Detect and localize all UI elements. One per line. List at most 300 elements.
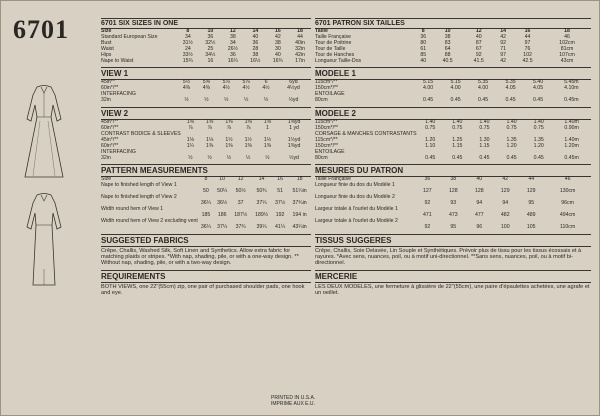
table-cell: 37¼ xyxy=(217,223,228,230)
row-label: Largeur totale à l'ourlet du Modèle 2 xyxy=(315,217,398,224)
table-cell: 5.35 xyxy=(478,79,489,86)
table-cell: 5½ xyxy=(182,79,191,86)
table-cell: 92 xyxy=(500,39,507,46)
table-row xyxy=(315,225,591,231)
table-cell: 1.40 xyxy=(506,119,517,126)
table-cell: 0.45 xyxy=(533,154,544,161)
table-cell: 1.15 xyxy=(479,142,490,149)
table-cell: 38 xyxy=(274,39,281,46)
table-cell: 36¼ xyxy=(200,223,211,230)
row-label: 150cm*/** xyxy=(315,142,339,149)
table-cell: 16¾ xyxy=(272,57,283,64)
table-cell: ½ xyxy=(246,154,251,161)
row-label: Nape to finished length of View 1 xyxy=(101,182,177,189)
table-cell: 38 xyxy=(450,176,457,183)
table-cell: 5.45m xyxy=(564,79,579,86)
table-cell: 1.40 xyxy=(479,119,490,126)
table-cell: 4.00 xyxy=(478,85,489,92)
table-cell: 37¾ xyxy=(235,223,246,230)
tissus-text: Crêpe, Challis, Soie Delavée, Lin Souple et Synthétiques. Prévoir plus de tissu pour les tissus écossais et à rayures. *Avec sens, nuances, poil, ou à motif uni-directionnel. **Sans sens, nuances, poil, ou à motif bi-directionnel. xyxy=(315,247,582,267)
table-cell: 1⅜ xyxy=(206,119,214,126)
header-cell: 10 xyxy=(444,28,451,34)
table-cell: 0.45 xyxy=(450,97,461,104)
table-cell: 44 xyxy=(524,33,531,40)
row-label: Taille Française xyxy=(315,176,352,183)
size-title: 6701 SIX SIZES IN ONE xyxy=(101,18,311,29)
row-label: 60in*/** xyxy=(101,142,119,149)
row-label: Bust xyxy=(101,39,112,46)
row-label: Tour de Poitrine xyxy=(315,39,352,46)
table-cell: 88 xyxy=(444,51,451,58)
table-cell: 1.40m xyxy=(564,119,579,126)
table-cell: 5.15 xyxy=(423,79,434,86)
view1-dress-sketch xyxy=(15,81,73,181)
table-cell: ½ xyxy=(204,97,209,104)
table-cell: 16 xyxy=(207,57,214,64)
table-cell: ½ xyxy=(207,154,212,161)
table-cell: 130cm xyxy=(559,188,576,195)
table-cell: 61 xyxy=(420,45,427,52)
row-label: 32in xyxy=(101,97,111,104)
table-cell: 0.45 xyxy=(425,154,436,161)
table-row xyxy=(101,59,311,65)
table-cell: 34 xyxy=(229,39,236,46)
table-cell: 4½ xyxy=(262,85,270,92)
table-cell: 0.45m xyxy=(564,97,579,104)
table-cell: 80 xyxy=(420,39,427,46)
requirements-title: REQUIREMENTS xyxy=(101,270,311,283)
table-cell: 37¼ xyxy=(256,200,267,207)
table-cell: 97 xyxy=(500,51,507,58)
row-label: 45in*/** xyxy=(101,136,119,143)
row-label: 150cm*/** xyxy=(315,85,339,92)
header-cell: 12 xyxy=(475,28,482,34)
table-cell: 71 xyxy=(500,45,507,52)
mesures-table xyxy=(315,177,591,230)
table-cell: 187½ xyxy=(234,211,248,218)
table-cell: 129 xyxy=(500,188,510,195)
table-cell: 36½ xyxy=(217,200,228,207)
table-cell: 1½ xyxy=(263,136,272,143)
table-cell: 42.5 xyxy=(522,57,533,64)
table-row xyxy=(101,98,311,104)
row-label xyxy=(101,225,198,231)
table-cell: 185 xyxy=(201,211,211,218)
table-cell: 1⅜ xyxy=(263,142,272,149)
table-cell: 36 xyxy=(207,33,214,40)
table-cell: 42in xyxy=(295,51,305,58)
table-cell: ½ xyxy=(243,97,249,104)
view2-dress-sketch xyxy=(15,189,73,289)
row-label: Longueur finie du dos du Modèle 1 xyxy=(315,182,395,189)
requirements-text: BOTH VIEWS, one 22"(55cm) zip, one pair of purchased shoulder pads, one hook and eye. xyxy=(101,283,305,297)
row-label: 115cm*/** xyxy=(315,119,338,126)
measurements-title: PATTERN MEASUREMENTS xyxy=(101,164,311,177)
table-cell: 4⅜ xyxy=(202,85,211,92)
table-cell: 5.40 xyxy=(532,79,544,86)
table-cell: 128 xyxy=(474,188,484,195)
header-cell: 14 xyxy=(252,28,259,34)
table-cell: 64 xyxy=(444,45,451,52)
table-cell: ½ xyxy=(263,97,269,104)
table-cell: 0.75 xyxy=(533,124,544,131)
mesures-title: MESURES DU PATRON xyxy=(315,164,591,177)
table-cell: 33½ xyxy=(182,51,193,58)
table-cell: 1½ xyxy=(225,136,233,143)
header-cell: 18 xyxy=(564,28,570,34)
table-cell: 96cm xyxy=(561,200,574,207)
row-label: CORSAGE & MANCHES CONTRASTANTS xyxy=(315,130,417,137)
table-cell: 93 xyxy=(450,200,457,207)
table-cell: 8 xyxy=(204,176,208,183)
table-cell: 0.45m xyxy=(564,154,579,161)
row-label: 60in*/** xyxy=(101,124,119,131)
table-cell: ½yd xyxy=(289,154,299,161)
table-cell: 28 xyxy=(252,45,259,52)
mercerie-title: MERCERIE xyxy=(315,270,591,283)
table-cell: 4½yd xyxy=(287,85,300,92)
table-cell: 12 xyxy=(237,176,244,183)
row-label: ENTOILAGE xyxy=(315,91,345,98)
table-cell: 1.25 xyxy=(452,136,463,143)
table-cell: 1.20m xyxy=(564,142,579,149)
table-cell: 128 xyxy=(448,188,458,195)
table-cell: 85 xyxy=(420,51,427,58)
table-row xyxy=(315,98,591,104)
row-label: 80cm xyxy=(315,154,328,161)
table-cell: 50¾ xyxy=(256,188,267,195)
table-cell: 32in xyxy=(295,45,305,52)
table-cell: 192 xyxy=(275,211,285,218)
table-cell: 32½ xyxy=(205,39,216,46)
fabrics-text: Crêpe, Challis, Washed Silk, Soft Linen and Synthetics. Allow extra fabric for matching plaids or stripes. *With nap, shading, pile, or with a one-way design. ** Without nap, shading, pile, or with a two-way design. xyxy=(101,247,299,267)
mercerie-text: LES DEUX MODELES, une fermeture à glissière de 22"(55cm), une paire d'épaulettes achetées, une agrafe et un oeillet. xyxy=(315,283,590,297)
table-cell: 473 xyxy=(448,211,458,218)
table-cell: 14 xyxy=(258,176,265,183)
modele1-title: MODELE 1 xyxy=(315,67,591,80)
table-cell: 1⅜ xyxy=(244,142,252,149)
table-cell: 5⅝ xyxy=(202,79,211,86)
row-label: Size xyxy=(101,176,112,183)
row-label: INTERFACING xyxy=(101,91,136,98)
table-cell: 4.05 xyxy=(505,85,516,92)
table-cell: 4.00 xyxy=(423,85,434,92)
table-cell: 0.45 xyxy=(478,97,489,104)
table-cell: 94 xyxy=(502,200,509,207)
view1-title: VIEW 1 xyxy=(101,67,311,80)
view1-table xyxy=(101,80,311,104)
table-cell: 4.10m xyxy=(564,85,579,92)
table-cell: 1 yd xyxy=(289,124,299,131)
row-label: Largeur totale à l'ourlet du Modèle 1 xyxy=(315,205,398,212)
table-cell: 494cm xyxy=(559,211,576,218)
table-cell: 1⅝ xyxy=(263,119,272,126)
row-label: ENTOILAGE xyxy=(315,148,345,155)
table-cell: 51¼in xyxy=(292,188,307,195)
table-cell: 25 xyxy=(207,45,214,52)
table-cell: 31½ xyxy=(182,39,193,46)
table-cell: 50½ xyxy=(235,188,246,195)
table-cell: 0.90m xyxy=(564,124,579,131)
table-cell: 1.20 xyxy=(506,142,517,149)
table-cell: 81cm xyxy=(560,45,574,52)
table-cell: 42 xyxy=(500,57,507,64)
table-row xyxy=(101,156,311,162)
table-cell: 1.30 xyxy=(479,136,490,143)
row-label: 115cm*/** xyxy=(315,79,338,86)
header-cell: 10 xyxy=(207,28,214,34)
table-cell: 107cm xyxy=(559,51,575,58)
table-cell: 129 xyxy=(526,188,536,195)
table-cell: 0.45 xyxy=(423,97,434,104)
table-cell: ½ xyxy=(265,154,270,161)
row-label: Width round hem of View 2 excluding vent xyxy=(101,217,198,224)
table-cell: 40in xyxy=(295,39,305,46)
table-cell: 34½ xyxy=(205,51,216,58)
tissus-title: TISSUS SUGGERES xyxy=(315,234,591,247)
table-cell: 92 xyxy=(424,223,431,230)
row-label: Longueur Taille-Dos xyxy=(315,57,362,64)
table-cell: 471 xyxy=(423,211,432,218)
table-cell: 43cm xyxy=(560,57,574,64)
table-cell: 46 xyxy=(564,33,570,40)
table-cell: 102cm xyxy=(559,39,575,46)
row-label: 45in*/** xyxy=(101,119,119,126)
row-label: Width round hem of View 1 xyxy=(101,205,164,212)
table-cell: 186 xyxy=(217,211,227,218)
table-cell: 97 xyxy=(524,39,531,46)
table-cell: 94 xyxy=(476,200,483,207)
table-cell: 42 xyxy=(274,33,281,40)
table-cell: 17in xyxy=(295,57,305,64)
table-cell: 1 xyxy=(266,124,269,131)
table-cell: 1⅜ xyxy=(206,142,214,149)
row-label: Taille Française xyxy=(315,33,352,40)
table-cell: 1⅜ xyxy=(186,119,194,126)
header-cell: 8 xyxy=(421,28,425,34)
size-table xyxy=(101,29,311,64)
row-label: Waist xyxy=(101,45,114,52)
table-cell: 4⅜ xyxy=(182,85,191,92)
table-cell: 37 xyxy=(237,200,244,207)
table-cell: 24 xyxy=(184,45,191,52)
table-cell: 4½ xyxy=(242,85,250,92)
table-cell: 5.15 xyxy=(450,79,461,86)
table-cell: 0.45 xyxy=(479,154,490,161)
row-label: Nape to finished length of View 2 xyxy=(101,194,177,201)
garment-illustrations xyxy=(15,81,73,289)
row-label: 60in*/** xyxy=(101,85,119,92)
table-cell: 16 xyxy=(277,176,283,183)
table-cell: 95 xyxy=(528,200,535,207)
row-label: Longueur finie du dos du Modèle 2 xyxy=(315,194,395,201)
row-label: Hips xyxy=(101,51,112,58)
table-cell: 41.5 xyxy=(473,57,484,64)
table-cell: 0.45 xyxy=(505,97,516,104)
row-label: Tour de Taille xyxy=(315,45,346,52)
header-cell: 16 xyxy=(274,28,281,34)
table-cell: 0.45 xyxy=(532,97,544,104)
table-cell: 15¾ xyxy=(182,57,193,64)
table-cell: 1.40m xyxy=(564,136,579,143)
table-cell: 43¼in xyxy=(292,223,307,230)
table-cell: ⅞ xyxy=(188,124,193,131)
table-cell: 127 xyxy=(423,188,432,195)
table-cell: 1.40 xyxy=(533,119,544,126)
table-cell: ⅞ xyxy=(226,124,232,131)
table-cell: 40.5 xyxy=(442,57,453,64)
header-cell: 12 xyxy=(229,28,236,34)
header-cell: Size xyxy=(101,28,112,34)
table-cell: ⅞ xyxy=(246,124,251,131)
table-cell: ½ xyxy=(226,154,232,161)
table-cell: 18 xyxy=(296,176,303,183)
table-cell: 5⅞ xyxy=(242,79,250,86)
table-cell: 36¼ xyxy=(200,200,211,207)
table-cell: 0.75 xyxy=(479,124,490,131)
fabrics-title: SUGGESTED FABRICS xyxy=(101,234,311,247)
table-cell: 1.35 xyxy=(506,136,517,143)
table-cell: 100 xyxy=(500,223,510,230)
table-cell: ½ xyxy=(184,97,189,104)
header-cell: 8 xyxy=(186,28,190,34)
table-cell: 38 xyxy=(444,33,451,40)
table-cell: 1.40 xyxy=(452,119,463,126)
view2-table xyxy=(101,120,311,161)
table-cell: ½ xyxy=(188,154,193,161)
table-cell: 4.00 xyxy=(450,85,461,92)
modele2-table xyxy=(315,120,591,161)
table-cell: 36 xyxy=(252,39,259,46)
table-row xyxy=(315,59,591,65)
table-cell: 1⅛ xyxy=(206,136,214,143)
table-cell: 1⅝yd xyxy=(287,119,301,126)
table-cell: 16½ xyxy=(250,57,261,64)
row-label: Tour de Hanches xyxy=(315,51,355,58)
table-row xyxy=(101,225,311,231)
row-label: 115cm*/** xyxy=(315,136,338,143)
table-cell: 40 xyxy=(420,57,427,64)
table-cell: 39¼ xyxy=(256,223,267,230)
row-label: 32in xyxy=(101,154,111,161)
table-cell: 1.20 xyxy=(425,136,436,143)
table-cell: 26½ xyxy=(227,45,238,52)
table-cell: 50 xyxy=(203,188,209,195)
table-cell: 87 xyxy=(475,39,482,46)
row-label: 45in** xyxy=(101,79,115,86)
table-cell: 0.75 xyxy=(506,124,517,131)
view2-title: VIEW 2 xyxy=(101,107,311,120)
row-label: CONTRAST BODICE & SLEEVES xyxy=(101,130,181,137)
row-label: Standard European Size xyxy=(101,33,158,40)
header-cell: Taille xyxy=(315,28,328,34)
table-cell: 1⅜ xyxy=(244,119,252,126)
table-cell: 92 xyxy=(475,51,482,58)
table-cell: 105 xyxy=(526,223,536,230)
table-cell: 36 xyxy=(420,33,427,40)
table-cell: 5.35 xyxy=(505,79,516,86)
table-cell: 50¼ xyxy=(217,188,228,195)
table-cell: 1⅛ xyxy=(186,136,194,143)
table-cell: 0.75 xyxy=(425,124,436,131)
table-cell: 102 xyxy=(523,51,532,58)
french-column xyxy=(315,15,591,297)
row-label xyxy=(315,225,414,231)
table-cell: 110cm xyxy=(560,223,576,230)
row-label: INTERFACING xyxy=(101,148,136,155)
table-cell: 44 xyxy=(528,176,535,183)
table-cell: 38 xyxy=(252,51,259,58)
table-cell: 41¼ xyxy=(275,223,286,230)
modele1-table xyxy=(315,80,591,104)
table-cell: 194 in xyxy=(292,211,307,218)
table-cell: 0.45 xyxy=(452,154,463,161)
header-cell: 18 xyxy=(297,28,303,34)
table-cell: 44 xyxy=(297,33,303,40)
table-cell: 0.75 xyxy=(452,124,463,131)
table-cell: 83 xyxy=(444,39,451,46)
footer-line: IMPRIME AUX E.U. xyxy=(271,401,315,407)
table-cell: 1.40 xyxy=(425,119,436,126)
table-cell: 40 xyxy=(274,51,281,58)
table-cell: 95 xyxy=(450,223,457,230)
table-cell: 6 xyxy=(264,79,268,86)
table-cell: 92 xyxy=(424,200,431,207)
table-cell: 1½ xyxy=(244,136,252,143)
table-cell: 40 xyxy=(252,33,259,40)
table-cell: 10 xyxy=(219,176,226,183)
table-cell: ½yd xyxy=(288,97,299,104)
table-cell: 1½yd xyxy=(287,136,301,143)
table-cell: 46 xyxy=(564,176,571,183)
table-cell: 4½ xyxy=(222,85,230,92)
pattern-number: 6701 xyxy=(13,15,69,44)
measurements-table xyxy=(101,177,311,230)
table-cell: 76 xyxy=(524,45,531,52)
table-cell: 1.20 xyxy=(533,142,544,149)
taille-title: 6701 PATRON SIX TAILLES xyxy=(315,18,591,29)
table-cell: 1⅜yd xyxy=(287,142,301,149)
table-cell: 189½ xyxy=(255,211,269,218)
table-cell: 42 xyxy=(502,176,509,183)
table-cell: 96 xyxy=(476,223,483,230)
table-cell: 37½ xyxy=(275,200,286,207)
table-row xyxy=(315,156,591,162)
footer-line: PRINTED IN U.S.A. xyxy=(271,395,316,401)
header-cell: 16 xyxy=(524,28,531,34)
table-cell: 1.10 xyxy=(425,142,436,149)
table-cell: 67 xyxy=(475,45,482,52)
english-column xyxy=(101,15,311,297)
table-cell: 1⅜ xyxy=(225,142,233,149)
printed-in-footer xyxy=(271,395,315,407)
header-cell: 14 xyxy=(500,28,507,34)
table-cell: 489 xyxy=(526,211,536,218)
row-label: 150cm*/** xyxy=(315,124,339,131)
table-cell: 1⅜ xyxy=(225,119,233,126)
table-cell: 40 xyxy=(475,33,482,40)
table-cell: 40 xyxy=(476,176,483,183)
row-label: Nape to Waist xyxy=(101,57,134,64)
table-cell: 477 xyxy=(474,211,484,218)
table-cell: 38 xyxy=(229,33,236,40)
taille-table xyxy=(315,29,591,64)
table-cell: ½ xyxy=(224,97,229,104)
table-cell: 51 xyxy=(277,188,283,195)
table-cell: 36 xyxy=(424,176,431,183)
table-cell: 34 xyxy=(184,33,191,40)
table-cell: 0.45 xyxy=(506,154,517,161)
